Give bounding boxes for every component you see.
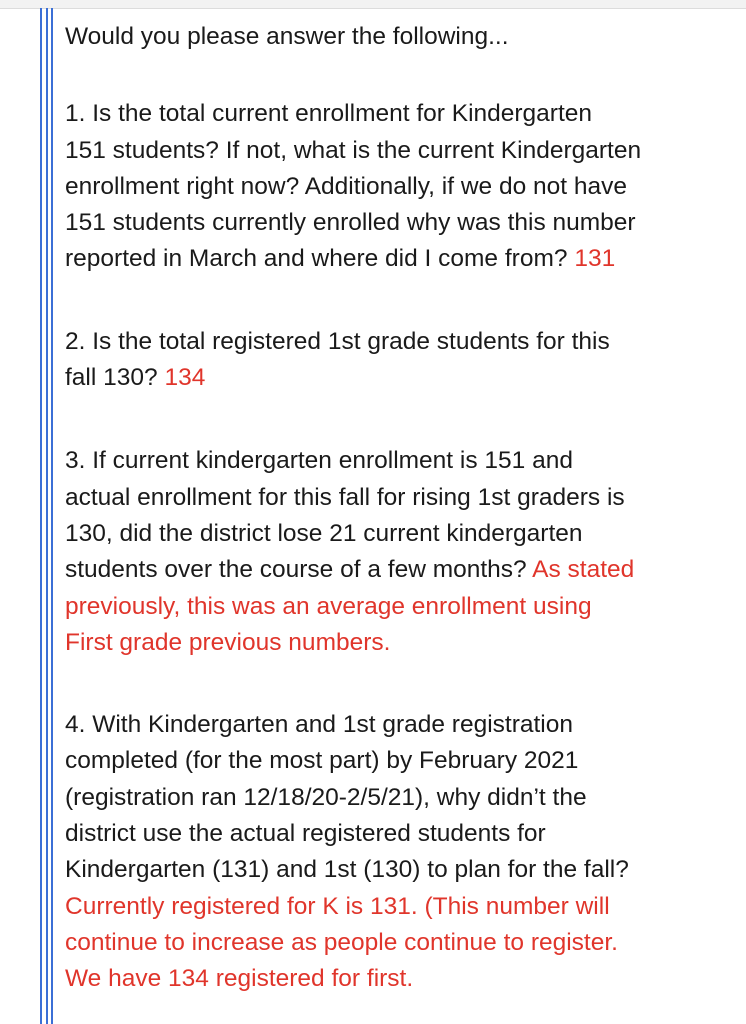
q3-line-4: students over the course of a few months? [65, 556, 527, 584]
q4-line-3: (registration ran 12/18/20-2/5/21), why didn’t the [65, 783, 587, 811]
q4-line-1: 4. With Kindergarten and 1st grade registration [65, 711, 573, 739]
question-3 [65, 443, 730, 661]
q1-line-4: 151 students currently enrolled why was this number [65, 209, 636, 237]
q2-line-2: fall 130? [65, 364, 158, 392]
q3-answer-line-1: previously, this was an average enrollment using [65, 592, 592, 620]
q1-answer: 131 [574, 245, 616, 273]
intro-line: Would you please answer the following... [65, 23, 509, 50]
q1-line-1: 1. Is the total current enrollment for Kindergarten [65, 100, 593, 128]
q4-answer-line-3: We have 134 registered for first. [65, 965, 414, 993]
q1-line-2: 151 students? If not, what is the current Kindergarten [65, 136, 642, 164]
q3-line-3: 130, did the district lose 21 current kindergarten [65, 519, 583, 547]
q4-line-5: Kindergarten (131) and 1st (130) to plan for the fall? [65, 856, 629, 884]
q1-line-3: enrollment right now? Additionally, if we do not have [65, 172, 628, 200]
q3-line-1: 3. If current kindergarten enrollment is 151 and [65, 447, 573, 475]
top-divider [0, 0, 746, 9]
q2-answer: 134 [164, 364, 206, 392]
question-1 [65, 96, 730, 277]
q3-answer-start: As stated [532, 556, 635, 584]
q1-line-5: reported in March and where did I come from? [65, 245, 568, 273]
quote-bar-outer [40, 8, 42, 1024]
q4-line-4: district use the actual registered students for [65, 820, 546, 848]
quote-bar-inner [51, 8, 53, 1024]
q4-line-2: completed (for the most part) by February 2021 [65, 747, 579, 775]
q3-line-2: actual enrollment for this fall for rising 1st graders is [65, 483, 625, 511]
email-body [65, 19, 730, 998]
q3-answer-line-2: First grade previous numbers. [65, 628, 391, 656]
quote-bar-middle [46, 8, 48, 1024]
question-2 [65, 324, 730, 397]
question-4 [65, 707, 730, 997]
q2-line-1: 2. Is the total registered 1st grade students for this [65, 327, 610, 355]
q4-answer-line-2: continue to increase as people continue to register. [65, 928, 618, 956]
q4-answer-line-1: Currently registered for K is 131. (This number will [65, 892, 610, 920]
